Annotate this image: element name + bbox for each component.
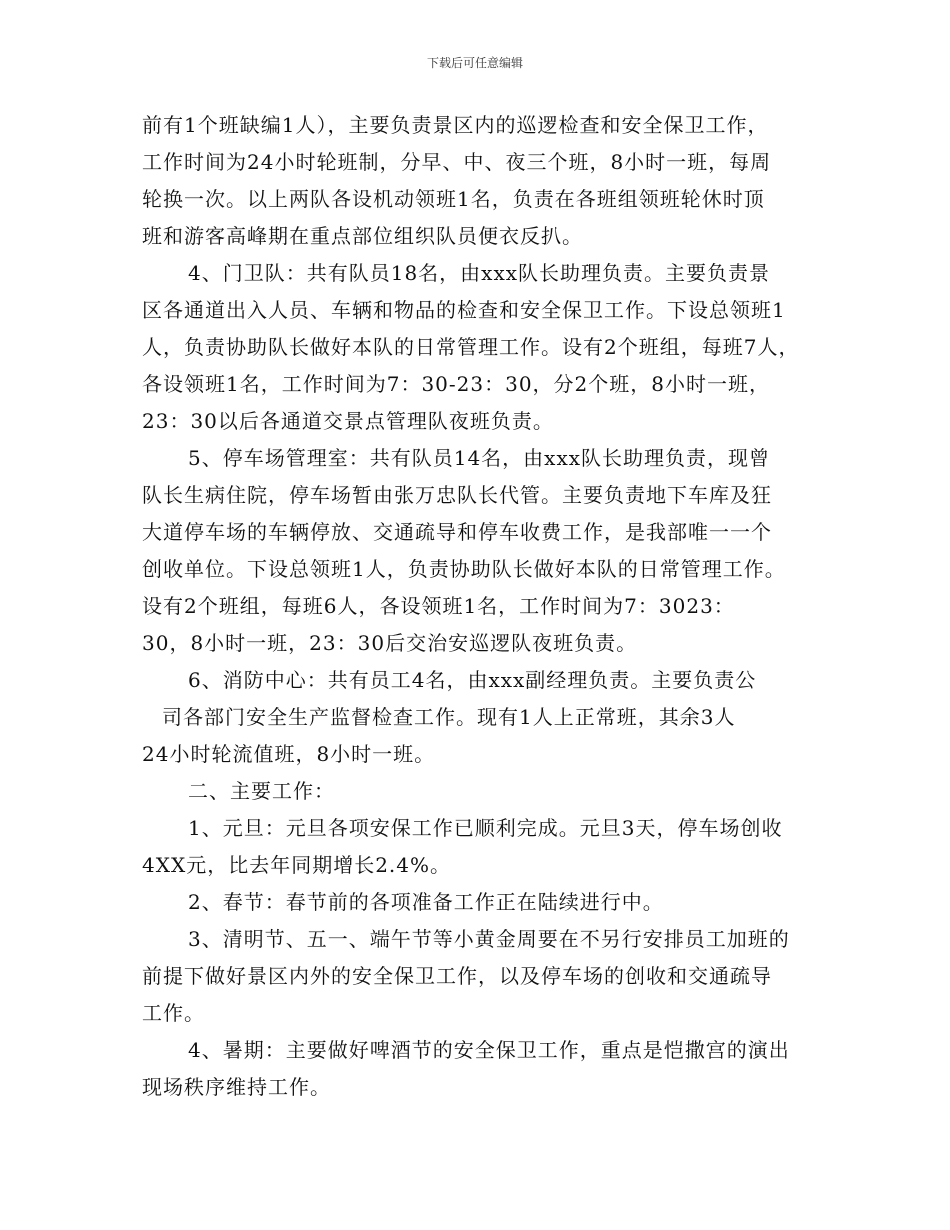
- text-line: 2、春节：春节前的各项准备工作正在陆续进行中。: [188, 890, 664, 914]
- text-line: 司各部门安全生产监督检查工作。现有1人上正常班，其余3人: [162, 705, 736, 729]
- text-line: 大道停车场的车辆停放、交通疏导和停车收费工作，是我部唯一一个: [142, 520, 772, 544]
- text-line: 4、暑期：主要做好啤酒节的安全保卫工作，重点是恺撒宫的演出: [188, 1038, 790, 1062]
- text-line: 23：30以后各通道交景点管理队夜班负责。: [142, 409, 554, 433]
- text-line: 各设领班1名，工作时间为7：30-23：30，分2个班，8小时一班，: [142, 372, 771, 396]
- text-line: 设有2个班组，每班6人，各设领班1名，工作时间为7：3023：: [142, 594, 735, 618]
- text-line: 现场秩序维持工作。: [142, 1075, 331, 1099]
- text-line: 30，8小时一班，23：30后交治安巡逻队夜班负责。: [142, 631, 638, 655]
- text-line: 前有1个班缺编1人），主要负责景区内的巡逻检查和安全保卫工作，: [142, 113, 769, 137]
- text-line: 创收单位。下设总领班1人，负责协助队长做好本队的日常管理工作。: [142, 557, 786, 581]
- text-line: 人，负责协助队长做好本队的日常管理工作。设有2个班组，每班7人，: [142, 335, 800, 359]
- text-line: 轮换一次。以上两队各设机动领班1名，负责在各班组领班轮休时顶: [142, 187, 765, 211]
- text-line: 4、门卫队：共有队员18名，由xxx队长助理负责。主要负责景: [188, 261, 771, 285]
- text-line: 工作时间为24小时轮班制，分早、中、夜三个班，8小时一班，每周: [142, 150, 772, 174]
- text-line: 前提下做好景区内外的安全保卫工作，以及停车场的创收和交通疏导: [142, 964, 772, 988]
- text-line: 区各通道出入人员、车辆和物品的检查和安全保卫工作。下设总领班1: [142, 298, 786, 322]
- text-line: 工作。: [142, 1001, 205, 1025]
- text-line: 5、停车场管理室：共有队员14名，由xxx队长助理负责，现曾: [188, 446, 771, 470]
- text-line: 二、主要工作：: [188, 779, 335, 803]
- text-line: 24小时轮流值班，8小时一班。: [142, 742, 436, 766]
- document-body: [142, 107, 842, 1106]
- text-line: 3、清明节、五一、端午节等小黄金周要在不另行安排员工加班的: [188, 927, 790, 951]
- text-line: 6、消防中心：共有员工4名，由xxx副经理负责。主要负责公: [188, 668, 757, 692]
- text-line: 队长生病住院，停车场暂由张万忠队长代管。主要负责地下车库及狂: [142, 483, 772, 507]
- text-line: 1、元旦：元旦各项安保工作已顺利完成。元旦3天，停车场创收: [188, 816, 783, 840]
- page-header: 下载后可任意编辑: [426, 56, 523, 70]
- text-line: 班和游客高峰期在重点部位组织队员便衣反扒。: [142, 224, 583, 248]
- text-line: 4XX元，比去年同期增长2.4%。: [142, 853, 452, 877]
